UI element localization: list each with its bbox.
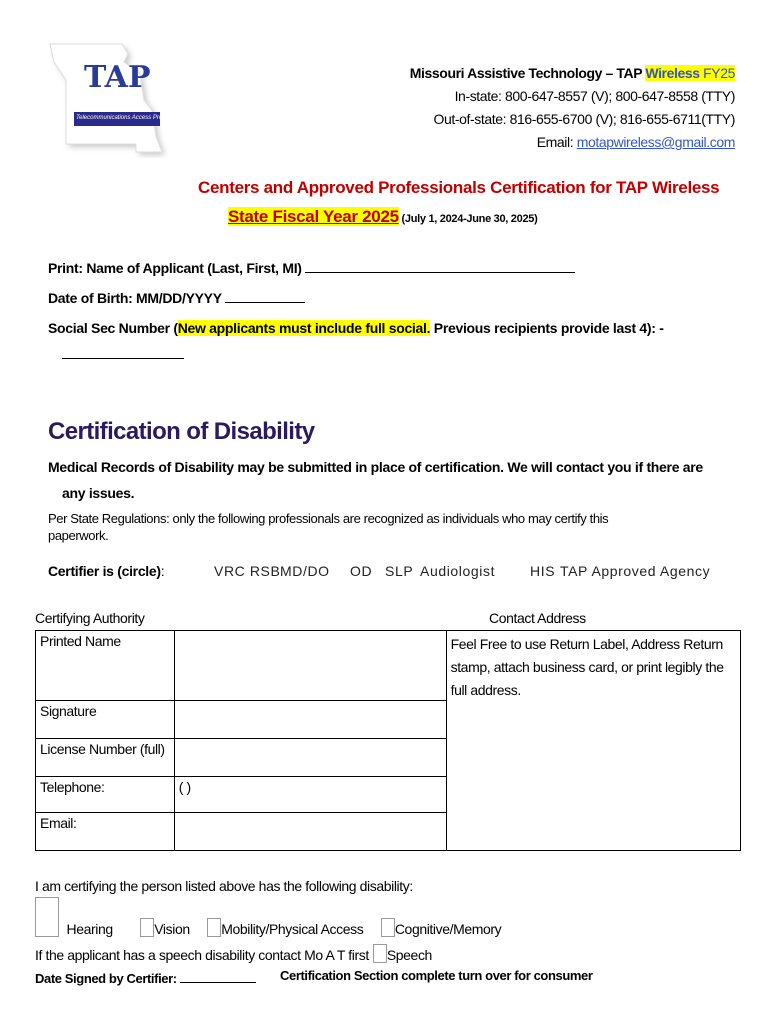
logo-tagline: Telecommunications Access Program: [76, 115, 176, 121]
certifier-label-row: [48, 563, 164, 579]
certifier-option-vrc-rsb[interactable]: VRC RSB: [214, 563, 281, 579]
ssn-highlight: New applicants must include full social.: [177, 320, 431, 336]
email-label: Email:: [36, 813, 175, 851]
signature-field[interactable]: [174, 701, 446, 739]
certifying-authority-label: Certifying Authority: [35, 610, 145, 626]
mobility-label: Mobility/Physical Access: [221, 921, 364, 937]
vision-checkbox[interactable]: [140, 918, 154, 937]
ssn-label-prefix: Social Sec Number (: [48, 320, 178, 336]
hearing-label: Hearing: [66, 921, 113, 937]
header-line1: [410, 62, 735, 85]
header-email-link[interactable]: motapwireless@gmail.com: [576, 134, 735, 150]
regulations-line1: Per State Regulations: only the following professionals are recognized as individuals who may certify this: [48, 511, 609, 526]
contact-address-field[interactable]: [446, 631, 740, 851]
header-email-row: [410, 131, 735, 154]
header-outstate: Out-of-state: 816-655-6700 (V); 816-655-6711(TTY): [433, 111, 735, 127]
disability-options: [35, 897, 501, 937]
ssn-row: [48, 320, 664, 336]
fiscal-year-label: State Fiscal Year 2025: [228, 207, 399, 226]
header-email-label: Email:: [536, 134, 577, 150]
form-title: Centers and Approved Professionals Certification for TAP Wireless: [198, 178, 720, 197]
hearing-checkbox[interactable]: [35, 897, 59, 937]
certifier-option-md-do[interactable]: MD/DO: [280, 563, 330, 579]
dob-label: Date of Birth: MM/DD/YYYY: [48, 290, 222, 306]
form-fiscal-year: [228, 207, 537, 227]
turn-over-note: Certification Section complete turn over for consumer: [280, 968, 593, 983]
vision-label: Vision: [154, 921, 190, 937]
certification-heading: Certification of Disability: [48, 418, 315, 445]
address-note: Feel Free to use Return Label, Address Return stamp, attach business card, or print legibly the full address.: [450, 636, 724, 698]
certifier-label: Certifier is (circle): [48, 563, 161, 579]
date-signed-field[interactable]: [180, 968, 256, 983]
cognitive-label: Cognitive/Memory: [394, 921, 502, 937]
date-signed-row: [35, 968, 256, 986]
ssn-field[interactable]: [62, 358, 184, 359]
applicant-name-label: Print: Name of Applicant (Last, First, MI): [48, 260, 302, 276]
header-program-name: Missouri Assistive Technology – TAP: [409, 65, 646, 81]
cognitive-checkbox[interactable]: [381, 918, 395, 937]
telephone-label: Telephone:: [36, 777, 175, 813]
regulations-line2: paperwork.: [48, 528, 109, 543]
header-wireless: Wireless: [645, 65, 700, 81]
dob-row: [48, 288, 305, 306]
certifier-option-audiologist[interactable]: Audiologist: [420, 563, 496, 579]
certifier-option-tap-agency[interactable]: TAP Approved Agency: [560, 563, 711, 579]
logo-text: TAP: [84, 60, 151, 95]
license-label: License Number (full): [36, 739, 175, 777]
program-header: [410, 62, 735, 154]
speech-checkbox[interactable]: [373, 944, 387, 963]
certifier-info-table: [35, 630, 741, 851]
header-fy: FY25: [699, 65, 735, 81]
certifier-option-od[interactable]: OD: [350, 563, 373, 579]
disability-label: I am certifying the person listed above has the following disability:: [35, 878, 413, 894]
telephone-area-code: ( ): [178, 779, 191, 795]
printed-name-field[interactable]: [174, 631, 446, 701]
applicant-name-row: [48, 258, 575, 276]
email-field[interactable]: [174, 813, 446, 851]
speech-instruction: If the applicant has a speech disability contact Mo A T first: [35, 947, 369, 963]
header-instate: In-state: 800-647-8557 (V); 800-647-8558 (TTY): [454, 88, 735, 104]
ssn-label-suffix: Previous recipients provide last 4): -: [430, 320, 664, 336]
certifier-option-slp[interactable]: SLP: [385, 563, 414, 579]
contact-address-label: Contact Address: [489, 610, 586, 626]
date-signed-label: Date Signed by Certifier:: [35, 971, 177, 986]
applicant-name-field[interactable]: [305, 258, 575, 273]
signature-label: Signature: [36, 701, 175, 739]
mobility-checkbox[interactable]: [207, 918, 221, 937]
license-field[interactable]: [174, 739, 446, 777]
medical-records-line2: any issues.: [62, 485, 135, 501]
speech-label: Speech: [386, 947, 432, 963]
certifier-colon: :: [160, 563, 165, 579]
fiscal-year-dates: (July 1, 2024-June 30, 2025): [398, 213, 538, 225]
tap-logo: [44, 40, 174, 158]
medical-records-line1: Medical Records of Disability may be submitted in place of certification. We will contact you if there are: [48, 459, 703, 475]
certifier-option-his[interactable]: HIS: [530, 563, 556, 579]
dob-field[interactable]: [225, 288, 305, 303]
speech-row: [35, 944, 432, 963]
printed-name-label: Printed Name: [36, 631, 175, 701]
telephone-field[interactable]: [174, 777, 446, 813]
